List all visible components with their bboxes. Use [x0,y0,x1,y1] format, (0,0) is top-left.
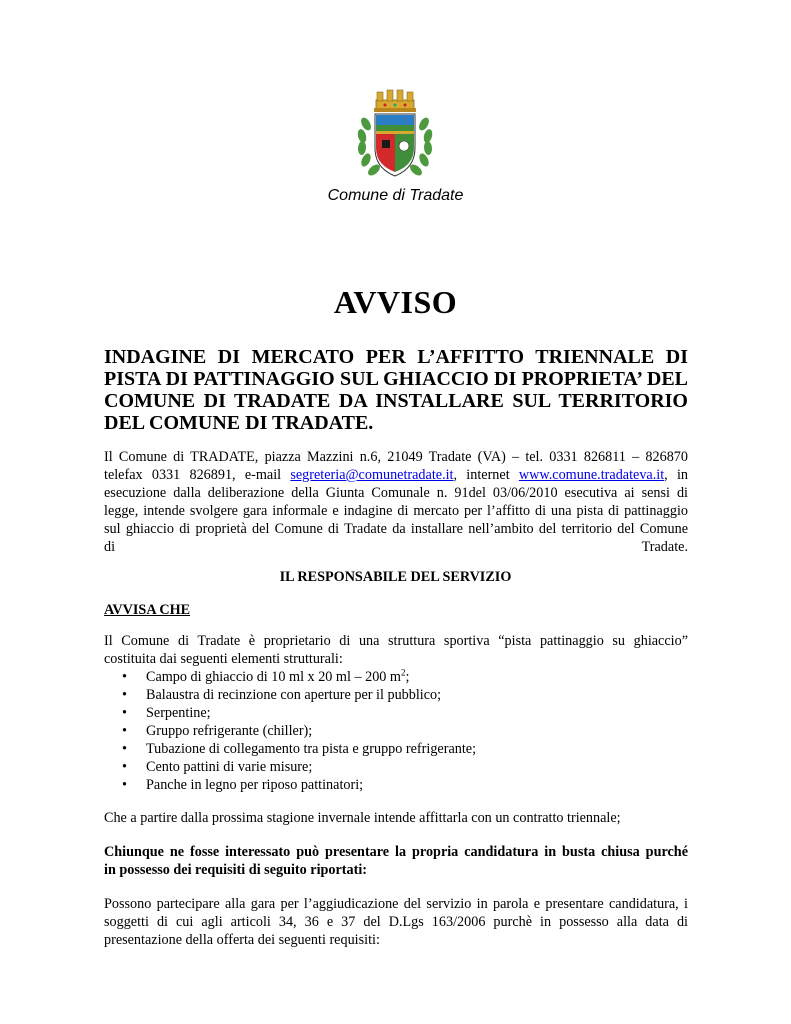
intro-paragraph [104,448,688,556]
paragraph-line: costituita dai seguenti elementi strutturali: [104,651,343,667]
paragraph-line: Chiunque ne fosse interessato può presentare la propria candidatura in busta chiusa purché [104,844,688,860]
list-item [104,704,688,722]
avvisa-che-heading: AVVISA CHE [104,602,191,618]
paragraph-line: in possesso dei requisiti di seguito riportati: [104,862,368,878]
website-link[interactable]: www.comune.tradateva.it [518,467,665,483]
eligibility-paragraph [104,895,688,949]
bullet-icon: • [122,705,127,721]
responsible-heading: IL RESPONSABILE DEL SERVIZIO [279,569,512,585]
bullet-icon: • [122,741,127,757]
list-item [104,776,688,794]
list-item-text: Cento pattini di varie misure; [146,759,313,775]
intro-line: sul ghiaccio di proprietà del Comune di Tradate da installare nell’ambito del territorio del Comune [104,521,688,537]
paragraph-line: Il Comune di Tradate è proprietario di una struttura sportiva “pista pattinaggio su ghiaccio” [104,633,688,649]
notice-subject [104,346,688,434]
subject-line: INDAGINE DI MERCATO PER L’AFFITTO TRIENNALE DI [104,346,688,368]
bullet-icon: • [122,687,127,703]
email-link[interactable]: segreteria@comunetradate.it [290,467,454,483]
in-text: , in [664,467,688,483]
paragraph-line: Possono partecipare alla gara per l’aggiudicazione del servizio in parola e presentare candidatura, i [104,896,688,912]
list-item [104,722,688,740]
list-item-text: Balaustra di recinzione con aperture per il pubblico; [146,687,442,703]
bullet-icon: • [122,777,127,793]
telefax-text: telefax 0331 826891, e-mail [104,467,291,483]
paragraph-line: presentazione della offerta dei seguenti requisiti: [104,932,380,948]
candidacy-paragraph [104,843,688,879]
subject-line: COMUNE DI TRADATE DA INSTALLARE SUL TERRITORIO [104,390,688,412]
list-item-text: Serpentine; [146,705,211,721]
paragraph-line: soggetti di cui agli articoli 34, 36 e 37 del D.Lgs 163/2006 purchè in possesso alla data di [104,914,688,930]
intro-line: Il Comune di TRADATE, piazza Mazzini n.6, 21049 Tradate (VA) – tel. 0331 826811 – 826870 [104,449,688,465]
bullet-icon: • [122,759,127,775]
bullet-icon: • [122,723,127,739]
intro-line: esecuzione dalla deliberazione della Giunta Comunale n. 91del 03/06/2010 esecutiva ai sensi di [104,485,688,501]
list-item [104,668,688,686]
intro-line: legge, intende svolgere gara informale e indagine di mercato per l’affitto di una pista di pattinaggio [104,503,688,519]
list-item-punct: ; [405,669,410,685]
municipality-name: Comune di Tradate [327,187,464,204]
list-item-text: Tubazione di collegamento tra pista e gruppo refrigerante; [146,741,477,757]
shield-icon [375,114,415,176]
subject-line: PISTA DI PATTINAGGIO SUL GHIACCIO DI PROPRIETA’ DEL [104,368,688,390]
list-item-text: Campo di ghiaccio di 10 ml x 20 ml – 200 m [146,669,401,685]
intro-line: di Tradate. [104,539,688,555]
intro-line-contacts [104,466,688,484]
coat-of-arms-icon [354,86,436,186]
list-item-text: Gruppo refrigerante (chiller); [146,723,313,739]
elements-list [104,668,688,794]
bullet-icon: • [122,669,127,685]
list-item-text: Panche in legno per riposo pattinatori; [146,777,364,793]
rental-paragraph: Che a partire dalla prossima stagione invernale intende affittarla con un contratto triennale; [104,810,621,826]
superscript: 2 [400,667,406,678]
list-item [104,686,688,704]
subject-line: DEL COMUNE DI TRADATE. [104,412,374,434]
structure-paragraph [104,632,688,668]
list-item [104,740,688,758]
crown-icon [374,90,416,112]
page-title: AVVISO [333,284,458,320]
internet-text: , internet [453,467,519,483]
list-item [104,758,688,776]
